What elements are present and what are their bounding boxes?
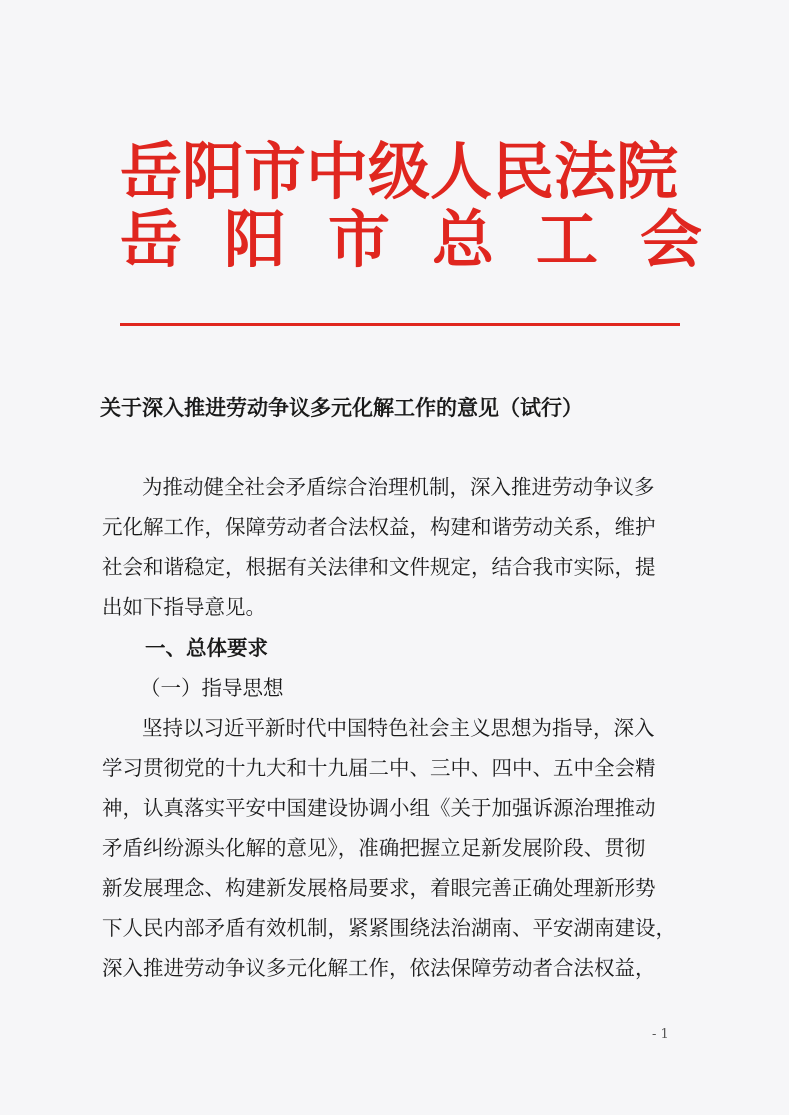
body-line: 学习贯彻党的十九大和十九届二中、三中、四中、五中全会精: [102, 756, 656, 780]
body-line: 矛盾纠纷源头化解的意见》，准确把握立足新发展阶段、贯彻: [102, 836, 646, 860]
red-divider: [120, 323, 680, 326]
body-line: 社会和谐稳定，根据有关法律和文件规定，结合我市实际，提: [102, 555, 656, 579]
document-title: 关于深入推进劳动争议多元化解工作的意见（试行）: [100, 395, 583, 420]
body-line: 神，认真落实平安中国建设协调小组《关于加强诉源治理推动: [102, 796, 656, 820]
body-line: 坚持以习近平新时代中国特色社会主义思想为指导，深入: [142, 716, 655, 740]
body-line: 元化解工作，保障劳动者合法权益，构建和谐劳动关系，维护: [102, 515, 656, 539]
page-number: - 1: [652, 1027, 669, 1042]
body-line: 新发展理念、构建新发展格局要求，着眼完善正确处理新形势: [102, 876, 656, 900]
body-line: 下人民内部矛盾有效机制，紧紧围绕法治湖南、平安湖南建设，: [102, 916, 676, 940]
body-line: 为推动健全社会矛盾综合治理机制，深入推进劳动争议多: [142, 475, 655, 499]
body-line: 出如下指导意见。: [102, 595, 266, 619]
subsection-heading: （一）指导思想: [140, 676, 284, 700]
issuing-org-union: 岳阳市总工会: [120, 203, 745, 276]
issuing-org-court: 岳阳市中级人民法院: [120, 135, 679, 208]
body-line: 深入推进劳动争议多元化解工作，依法保障劳动者合法权益，: [102, 956, 656, 980]
section-heading: 一、总体要求: [145, 636, 268, 660]
